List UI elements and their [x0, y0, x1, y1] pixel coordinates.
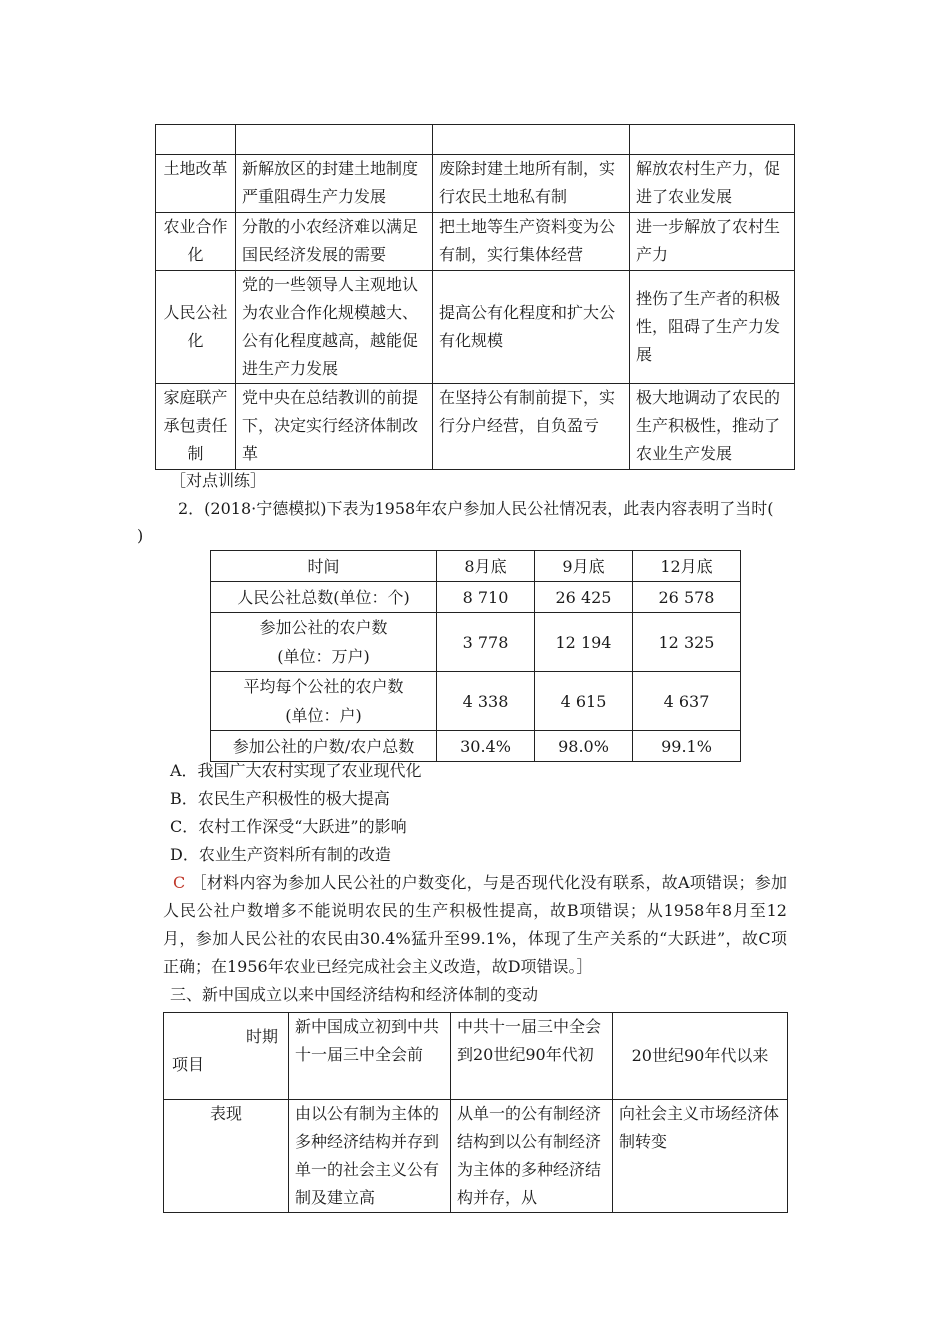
row-label: 参加公社的户数/农户总数: [211, 731, 437, 762]
cell-value: 12 325: [633, 613, 741, 672]
row-content: 在坚持公有制前提下，实行分户经营，自负盈亏: [433, 384, 630, 470]
option-a: A．我国广大农村实现了农业现代化: [170, 761, 422, 780]
option-b: B．农民生产积极性的极大提高: [170, 789, 390, 808]
table-row: [211, 582, 741, 613]
cell-value: 26 425: [535, 582, 633, 613]
row-effect: 进一步解放了农村生产力: [630, 213, 795, 271]
header-cell: [156, 125, 236, 155]
table-row: [211, 672, 741, 731]
explanation-text: ［材料内容为参加人民公社的户数变化，与是否现代化没有联系，故A项错误；参加人民公社户数增多不能说明农民的生产积极性提高，故B项错误；从1958年8月至12月，参加人民公社的农民由30.4%猛升至99.1%，体现了生产关系的“大跃进”，故C项正确；在1956年农业已经完成社会主义改造，故D项错误。］: [163, 873, 787, 976]
table-row: [156, 155, 795, 213]
period-header: 新中国成立初到中共十一届三中全会前: [289, 1013, 451, 1100]
corner-cell: [164, 1013, 289, 1100]
row-content: 废除封建土地所有制，实行农民土地私有制: [433, 155, 630, 213]
period-header: 中共十一届三中全会到20世纪90年代初: [451, 1013, 613, 1100]
cell-text: 从单一的公有制经济结构到以公有制经济为主体的多种经济结构并存，从: [451, 1100, 613, 1213]
header-cell: 时间: [211, 551, 437, 582]
economy-table: [163, 1012, 788, 1213]
cell-value: 4 615: [535, 672, 633, 731]
section-heading: 三、新中国成立以来中国经济结构和经济体制的变动: [170, 985, 539, 1004]
period-header: 20世纪90年代以来: [613, 1013, 788, 1100]
table-header-row: [156, 125, 795, 155]
corner-top: 时期: [245, 1027, 278, 1046]
cell-value: 4 637: [633, 672, 741, 731]
cell-value: 30.4%: [437, 731, 535, 762]
corner-bottom: 项目: [172, 1055, 205, 1074]
row-effect: 极大地调动了农民的生产积极性，推动了农业生产发展: [630, 384, 795, 470]
row-label: 平均每个公社的农户数(单位：户): [211, 672, 437, 731]
practice-label: ［对点训练］: [170, 471, 267, 490]
cell-value: 8 710: [437, 582, 535, 613]
cell-value: 99.1%: [633, 731, 741, 762]
table-header-row: [164, 1013, 788, 1100]
answer-explanation: [163, 869, 787, 981]
question-stem: 2．(2018·宁德模拟)下表为1958年农户参加人民公社情况表，此表内容表明了当时(: [178, 499, 774, 518]
header-cell: [433, 125, 630, 155]
option-d: D．农业生产资料所有制的改造: [170, 845, 391, 864]
row-content: 把土地等生产资料变为公有制，实行集体经营: [433, 213, 630, 271]
cell-text: 由以公有制为主体的多种经济结构并存到单一的社会主义公有制及建立高: [289, 1100, 451, 1213]
answer-letter: C: [173, 873, 186, 892]
row-name: 农业合作化: [156, 213, 236, 271]
row-label: 参加公社的农户数(单位：万户): [211, 613, 437, 672]
row-name: 土地改革: [156, 155, 236, 213]
cell-value: 3 778: [437, 613, 535, 672]
table-row: [164, 1100, 788, 1213]
table-row: [156, 213, 795, 271]
row-cause: 分散的小农经济难以满足国民经济发展的需要: [236, 213, 433, 271]
header-cell: 8月底: [437, 551, 535, 582]
question-stem-end: ): [137, 526, 144, 545]
row-content: 提高公有化程度和扩大公有化规模: [433, 271, 630, 384]
row-effect: 解放农村生产力，促进了农业发展: [630, 155, 795, 213]
row-cause: 党的一些领导人主观地认为农业合作化规模越大、公有化程度越高，越能促进生产力发展: [236, 271, 433, 384]
cell-value: 12 194: [535, 613, 633, 672]
row-cause: 新解放区的封建土地制度严重阻碍生产力发展: [236, 155, 433, 213]
cell-value: 4 338: [437, 672, 535, 731]
table-row: [156, 384, 795, 470]
header-cell: [630, 125, 795, 155]
cell-text: 向社会主义市场经济体制转变: [613, 1100, 788, 1213]
row-cause: 党中央在总结教训的前提下，决定实行经济体制改革: [236, 384, 433, 470]
header-cell: [236, 125, 433, 155]
row-name: 人民公社化: [156, 271, 236, 384]
header-cell: 12月底: [633, 551, 741, 582]
row-label: 人民公社总数(单位：个): [211, 582, 437, 613]
option-c: C．农村工作深受“大跃进”的影响: [170, 817, 407, 836]
table-row: [211, 613, 741, 672]
cell-value: 26 578: [633, 582, 741, 613]
header-cell: 9月底: [535, 551, 633, 582]
row-effect: 挫伤了生产者的积极性，阻碍了生产力发展: [630, 271, 795, 384]
row-label: 表现: [164, 1100, 289, 1213]
row-name: 家庭联产承包责任制: [156, 384, 236, 470]
table-header-row: [211, 551, 741, 582]
reform-table: [155, 124, 795, 470]
table-row: [156, 271, 795, 384]
cell-value: 98.0%: [535, 731, 633, 762]
commune-table: [210, 550, 741, 762]
